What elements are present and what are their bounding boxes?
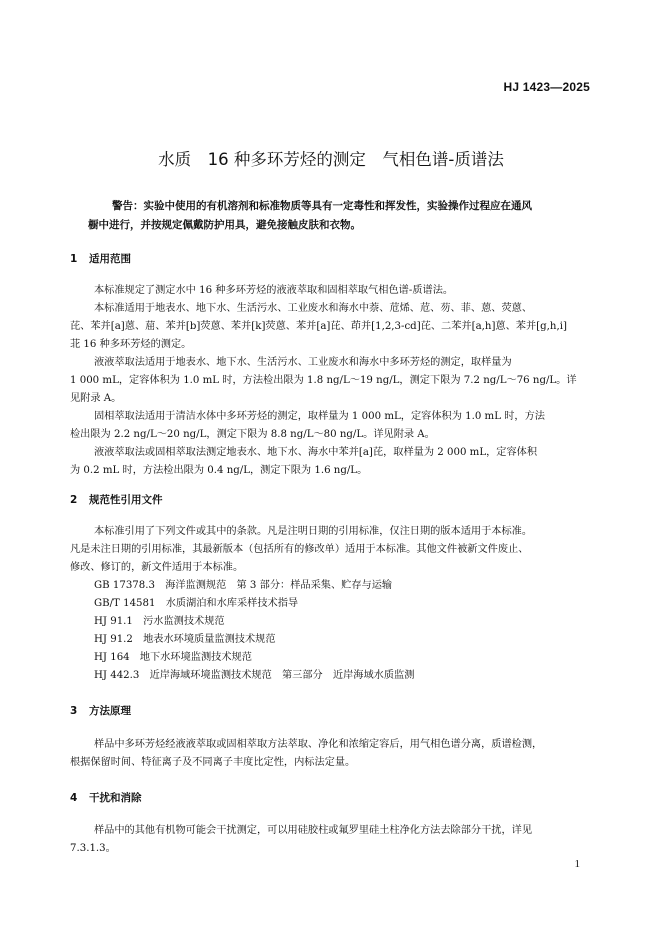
text-line: 见附录 A。 [70, 393, 122, 404]
reference-item [94, 649, 252, 667]
reference-code: HJ 164 [94, 652, 130, 663]
section-title: 干扰和消除 [89, 792, 142, 804]
standard-number: HJ 1423—2025 [503, 80, 590, 94]
text-line: 为 0.2 mL 时，方法检出限为 0.4 ng/L，测定下限为 1.6 ng/L。 [70, 465, 368, 476]
text-line: 检出限为 2.2 ng/L～20 ng/L，测定下限为 8.8 ng/L～80 ng/L。详见附录 A。 [70, 429, 435, 440]
text-line: 1 000 mL，定容体积为 1.0 mL 时，方法检出限为 1.8 ng/L～19 ng/L，测定下限为 7.2 ng/L～76 ng/L。详 [70, 375, 577, 386]
paragraph [70, 282, 592, 300]
text-line: 凡是未注日期的引用标准，其最新版本（包括所有的修改单）适用于本标准。其他文件被新文件废止、 [70, 544, 529, 555]
paragraph [70, 408, 592, 444]
section-title: 方法原理 [89, 705, 131, 717]
text-line: 样品中多环芳烃经液液萃取或固相萃取方法萃取、净化和浓缩定容后，用气相色谱分离，质谱检测， [94, 739, 543, 750]
section-heading-interference [70, 790, 142, 805]
text-line: 苝 16 种多环芳烃的测定。 [70, 339, 192, 350]
reference-item [94, 613, 225, 631]
reference-code: HJ 91.2 [94, 634, 133, 645]
text-line: 液液萃取法适用于地表水、地下水、生活污水、工业废水和海水中多环芳烃的测定，取样量为 [94, 357, 512, 368]
section-heading-normative-references [70, 492, 163, 507]
section-title: 适用范围 [89, 253, 131, 265]
section-title: 规范性引用文件 [89, 494, 163, 506]
reference-item [94, 595, 298, 613]
page-number: 1 [574, 858, 580, 870]
section-heading-scope [70, 251, 131, 266]
reference-title: 地表水环境质量监测技术规范 [143, 634, 276, 645]
reference-item [94, 631, 276, 649]
text-line: 本标准适用于地表水、地下水、生活污水、工业废水和海水中萘、苊烯、苊、芴、菲、蒽、荧蒽、 [94, 303, 533, 314]
reference-title: 污水监测技术规范 [143, 616, 225, 627]
document-title: 水质 16 种多环芳烃的测定 气相色谱-质谱法 [158, 150, 504, 169]
warning-notice [88, 197, 588, 235]
paragraph [70, 300, 592, 354]
section-number: 2 [70, 494, 78, 506]
text-line: 液液萃取法或固相萃取法测定地表水、地下水、海水中苯并[a]芘，取样量为 2 000 mL，定容体积 [94, 447, 538, 458]
reference-code: GB/T 14581 [94, 598, 156, 609]
paragraph [70, 822, 592, 858]
text-line: 芘、苯并[a]蒽、䓛、苯并[b]荧蒽、苯并[k]荧蒽、苯并[a]芘、茚并[1,2,3-cd]芘、二苯并[a,h]蒽、苯并[g,h,i] [70, 321, 567, 332]
reference-title: 水质湖泊和水库采样技术指导 [165, 598, 299, 609]
text-line: 修改、修订的，新文件适用于本标准。 [70, 562, 244, 573]
text-line: 根据保留时间、特征离子及不同离子丰度比定性，内标法定量。 [70, 757, 356, 768]
text-line: 7.3.1.3。 [70, 843, 116, 854]
paragraph [70, 523, 592, 577]
warning-line: 警告：实验中使用的有机溶剂和标准物质等具有一定毒性和挥发性，实验操作过程应在通风 [112, 200, 532, 212]
paragraph [70, 354, 592, 408]
paragraph [70, 736, 592, 772]
reference-item [94, 667, 414, 685]
text-line: 本标准规定了测定水中 16 种多环芳烃的液液萃取和固相萃取气相色谱-质谱法。 [94, 285, 454, 296]
reference-title: 地下水环境监测技术规范 [139, 652, 252, 663]
section-number: 4 [70, 792, 78, 804]
reference-code: GB 17378.3 [94, 580, 155, 591]
text-line: 样品中的其他有机物可能会干扰测定，可以用硅胶柱或氟罗里硅土柱净化方法去除部分干扰，详见 [94, 825, 533, 836]
section-number: 3 [70, 705, 78, 717]
reference-code: HJ 442.3 [94, 670, 140, 681]
section-number: 1 [70, 253, 78, 265]
reference-title: 近岸海域环境监测技术规范 第三部分 近岸海域水质监测 [149, 670, 415, 681]
reference-item [94, 577, 392, 595]
warning-line: 橱中进行，并按规定佩戴防护用具，避免接触皮肤和衣物。 [88, 219, 361, 231]
text-line: 固相萃取法适用于清洁水体中多环芳烃的测定，取样量为 1 000 mL，定容体积为 1.0 mL 时，方法 [94, 411, 545, 422]
reference-code: HJ 91.1 [94, 616, 133, 627]
section-heading-method-principle [70, 703, 131, 718]
reference-title: 海洋监测规范 第 3 部分：样品采集、贮存与运输 [165, 580, 393, 591]
paragraph [70, 444, 592, 480]
text-line: 本标准引用了下列文件或其中的条款。凡是注明日期的引用标准，仅注日期的版本适用于本标准。 [94, 526, 533, 537]
